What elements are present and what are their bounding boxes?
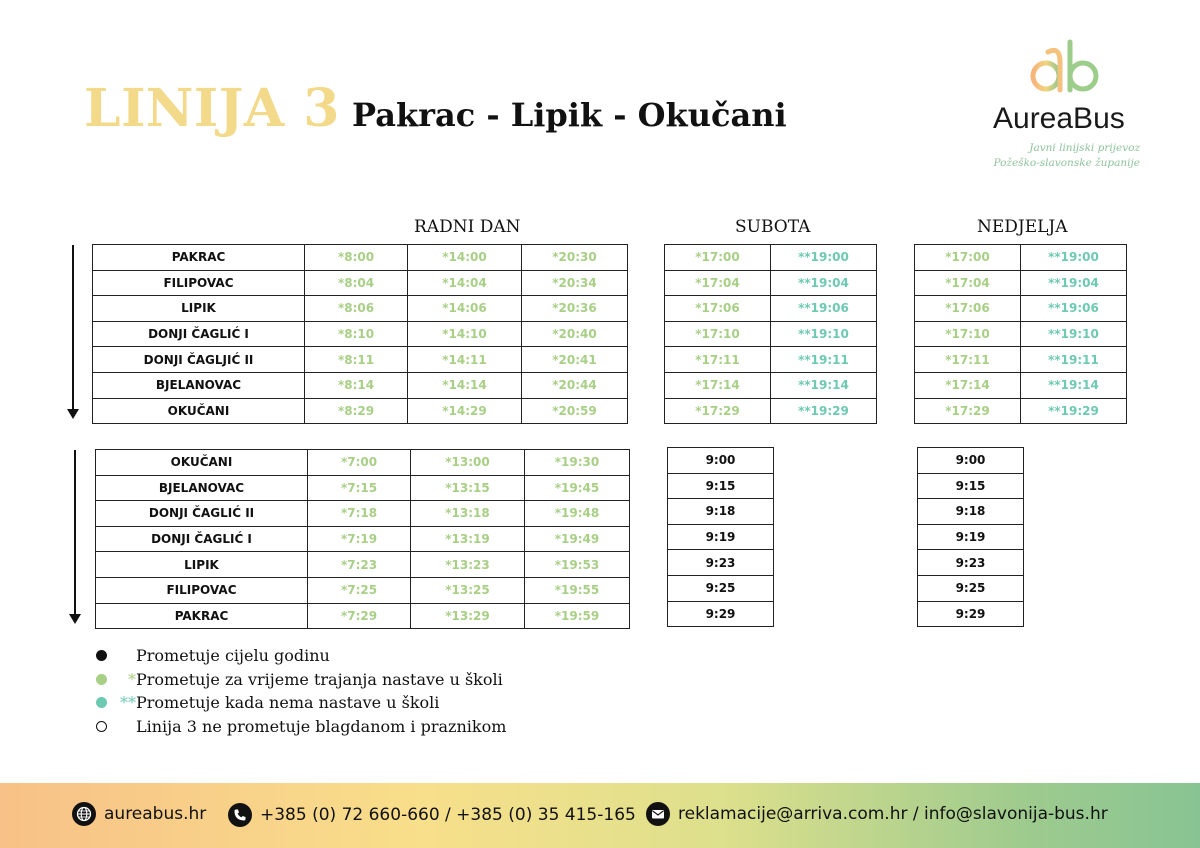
timetable-row [93,296,628,322]
timetable-row [93,398,628,424]
globe-icon [72,802,96,826]
departure-time-cell: 9:15 [918,473,1024,499]
departure-time-cell: *20:41 [522,347,628,373]
departure-time-cell: *7:29 [308,603,411,629]
stop-name-cell: OKUČANI [93,398,305,424]
stop-name-cell: LIPIK [96,552,308,578]
timetable-row [668,499,774,525]
timetable-row [665,347,877,373]
timetable-row [96,450,630,476]
legend-text: Prometuje kada nema nastave u školi [136,693,440,712]
route-title: Pakrac - Lipik - Okučani [352,96,787,134]
green-dot-icon [96,674,107,685]
legend-text: Prometuje za vrijeme trajanja nastave u školi [136,669,503,689]
stop-name-cell: OKUČANI [96,450,308,476]
departure-time-cell: *8:06 [305,296,408,322]
timetable-row [918,575,1024,601]
departure-time-cell: **19:06 [771,296,877,322]
departure-time-cell: **19:00 [1021,245,1127,271]
departure-time-cell: *7:25 [308,577,411,603]
sunday-heading: NEDJELJA [977,217,1068,237]
departure-time-cell: *8:14 [305,372,408,398]
legend-prefix: * [128,669,136,689]
timetable-row [915,270,1127,296]
footer-email-text: reklamacije@arriva.com.hr / info@slavonija-bus.hr [678,804,1108,824]
departure-time-cell: **19:14 [771,372,877,398]
outbound-saturday-table [664,244,877,424]
direction-arrow-inbound [74,450,76,622]
departure-time-cell: **19:06 [1021,296,1127,322]
departure-time-cell: 9:25 [668,575,774,601]
departure-time-cell: *19:49 [525,526,630,552]
aureabus-logo-icon [1026,38,1106,98]
timetable-row [93,372,628,398]
departure-time-cell: *19:55 [525,577,630,603]
departure-time-cell: *13:15 [411,475,525,501]
departure-time-cell: *8:00 [305,245,408,271]
departure-time-cell: 9:00 [668,448,774,474]
inbound-sunday-table [917,447,1024,627]
departure-time-cell: *13:19 [411,526,525,552]
departure-time-cell: 9:15 [668,473,774,499]
departure-time-cell: *7:18 [308,501,411,527]
departure-time-cell: *17:11 [915,347,1021,373]
departure-time-cell: 9:23 [668,550,774,576]
departure-time-cell: *17:29 [915,398,1021,424]
departure-time-cell: *13:25 [411,577,525,603]
saturday-heading: SUBOTA [735,217,811,237]
timetable-row [668,473,774,499]
timetable-row [96,475,630,501]
footer-email[interactable] [646,801,1108,827]
stop-name-cell: BJELANOVAC [96,475,308,501]
departure-time-cell: 9:25 [918,575,1024,601]
stop-name-cell: FILIPOVAC [93,270,305,296]
departure-time-cell: 9:23 [918,550,1024,576]
timetable-row [665,321,877,347]
legend-text: Prometuje cijelu godinu [136,646,330,665]
departure-time-cell: 9:18 [918,499,1024,525]
stop-name-cell: PAKRAC [93,245,305,271]
timetable-row [93,347,628,373]
departure-time-cell: *19:30 [525,450,630,476]
stop-name-cell: PAKRAC [96,603,308,629]
footer-website[interactable] [72,801,206,827]
departure-time-cell: *17:29 [665,398,771,424]
departure-time-cell: **19:29 [771,398,877,424]
timetable-row [93,270,628,296]
footer-phone[interactable] [228,802,636,828]
departure-time-cell: *19:45 [525,475,630,501]
departure-time-cell: **19:10 [771,321,877,347]
departure-time-cell: *14:11 [408,347,522,373]
departure-time-cell: *13:29 [411,603,525,629]
timetable-row [915,398,1127,424]
departure-time-cell: **19:10 [1021,321,1127,347]
departure-time-cell: *14:14 [408,372,522,398]
footer-bar [0,783,1200,848]
timetable-row [96,603,630,629]
departure-time-cell: *19:48 [525,501,630,527]
departure-time-cell: *19:53 [525,552,630,578]
departure-time-cell: *14:04 [408,270,522,296]
departure-time-cell: *17:14 [665,372,771,398]
timetable-row [665,245,877,271]
logo-tagline-line-1: Javni linijski prijevoz [1029,142,1140,154]
timetable-row [96,501,630,527]
footer-website-text: aureabus.hr [104,804,207,824]
stop-name-cell: FILIPOVAC [96,577,308,603]
departure-time-cell: *8:10 [305,321,408,347]
departure-time-cell: *20:40 [522,321,628,347]
departure-time-cell: **19:00 [771,245,877,271]
departure-time-cell: *17:00 [915,245,1021,271]
departure-time-cell: *7:15 [308,475,411,501]
departure-time-cell: *13:18 [411,501,525,527]
stop-name-cell: DONJI ČAGLIĆ I [93,321,305,347]
timetable-row [96,577,630,603]
departure-time-cell: *14:29 [408,398,522,424]
departure-time-cell: *19:59 [525,603,630,629]
departure-time-cell: *17:04 [665,270,771,296]
timetable-row [93,321,628,347]
timetable-row [915,296,1127,322]
departure-time-cell: *17:10 [915,321,1021,347]
direction-arrow-outbound [72,245,74,417]
departure-time-cell: *17:06 [915,296,1021,322]
outbound-weekday-table [92,244,628,424]
departure-time-cell: 9:00 [918,448,1024,474]
stop-name-cell: DONJI ČAGLIĆ II [96,501,308,527]
logo-name: AureaBus [993,102,1125,135]
line-number-title: LINIJA 3 [84,78,340,139]
timetable-row [915,245,1127,271]
inbound-weekday-table [95,449,630,629]
departure-time-cell: *7:23 [308,552,411,578]
departure-time-cell: *14:06 [408,296,522,322]
footer-phone-text: +385 (0) 72 660-660 / +385 (0) 35 415-165 [260,805,636,825]
timetable-row [668,575,774,601]
stop-name-cell: DONJI ČAGLIĆ I [96,526,308,552]
timetable-row [668,524,774,550]
departure-time-cell: *8:04 [305,270,408,296]
inbound-saturday-table [667,447,774,627]
departure-time-cell: 9:29 [918,601,1024,627]
departure-time-cell: 9:19 [668,524,774,550]
departure-time-cell: **19:11 [1021,347,1127,373]
departure-time-cell: **19:29 [1021,398,1127,424]
aureabus-logo [990,38,1145,173]
departure-time-cell: *13:00 [411,450,525,476]
logo-tagline-line-2: Požeško-slavonske županije [993,157,1140,169]
timetable-row [915,321,1127,347]
timetable-row [918,524,1024,550]
timetable-row [665,296,877,322]
timetable-row [918,499,1024,525]
departure-time-cell: *17:10 [665,321,771,347]
stop-name-cell: BJELANOVAC [93,372,305,398]
departure-time-cell: *8:11 [305,347,408,373]
departure-time-cell: *13:23 [411,552,525,578]
logo-tagline [990,141,1140,171]
teal-dot-icon [96,697,107,708]
timetable-row [668,601,774,627]
envelope-icon [646,802,670,826]
timetable-row [96,552,630,578]
timetable-row [915,372,1127,398]
legend-prefix: ** [120,693,136,712]
timetable-row [668,448,774,474]
timetable-row [918,473,1024,499]
timetable-row [915,347,1127,373]
timetable-row [665,398,877,424]
departure-time-cell: **19:14 [1021,372,1127,398]
departure-time-cell: **19:04 [1021,270,1127,296]
departure-time-cell: 9:19 [918,524,1024,550]
departure-time-cell: *17:04 [915,270,1021,296]
timetable-row [918,601,1024,627]
departure-time-cell: *20:34 [522,270,628,296]
departure-time-cell: 9:18 [668,499,774,525]
departure-time-cell: *8:29 [305,398,408,424]
departure-time-cell: **19:04 [771,270,877,296]
departure-time-cell: *20:44 [522,372,628,398]
departure-time-cell: *7:19 [308,526,411,552]
weekday-heading: RADNI DAN [414,217,521,237]
departure-time-cell: *20:30 [522,245,628,271]
departure-time-cell: *14:00 [408,245,522,271]
departure-time-cell: **19:11 [771,347,877,373]
stop-name-cell: DONJI ČAGLJIĆ II [93,347,305,373]
stop-name-cell: LIPIK [93,296,305,322]
timetable-row [665,270,877,296]
departure-time-cell: *17:06 [665,296,771,322]
departure-time-cell: *20:36 [522,296,628,322]
departure-time-cell: *20:59 [522,398,628,424]
departure-time-cell: *17:11 [665,347,771,373]
departure-time-cell: *14:10 [408,321,522,347]
timetable-row [918,550,1024,576]
timetable-row [668,550,774,576]
outbound-sunday-table [914,244,1127,424]
departure-time-cell: *17:14 [915,372,1021,398]
phone-icon [228,803,252,827]
departure-time-cell: *17:00 [665,245,771,271]
departure-time-cell: 9:29 [668,601,774,627]
departure-time-cell: *7:00 [308,450,411,476]
filled-dot-icon [96,650,107,661]
timetable-row [93,245,628,271]
timetable-row [918,448,1024,474]
timetable-row [665,372,877,398]
legend-text: Linija 3 ne prometuje blagdanom i praznikom [136,716,507,736]
hollow-circle-icon [96,721,107,732]
timetable-row [96,526,630,552]
